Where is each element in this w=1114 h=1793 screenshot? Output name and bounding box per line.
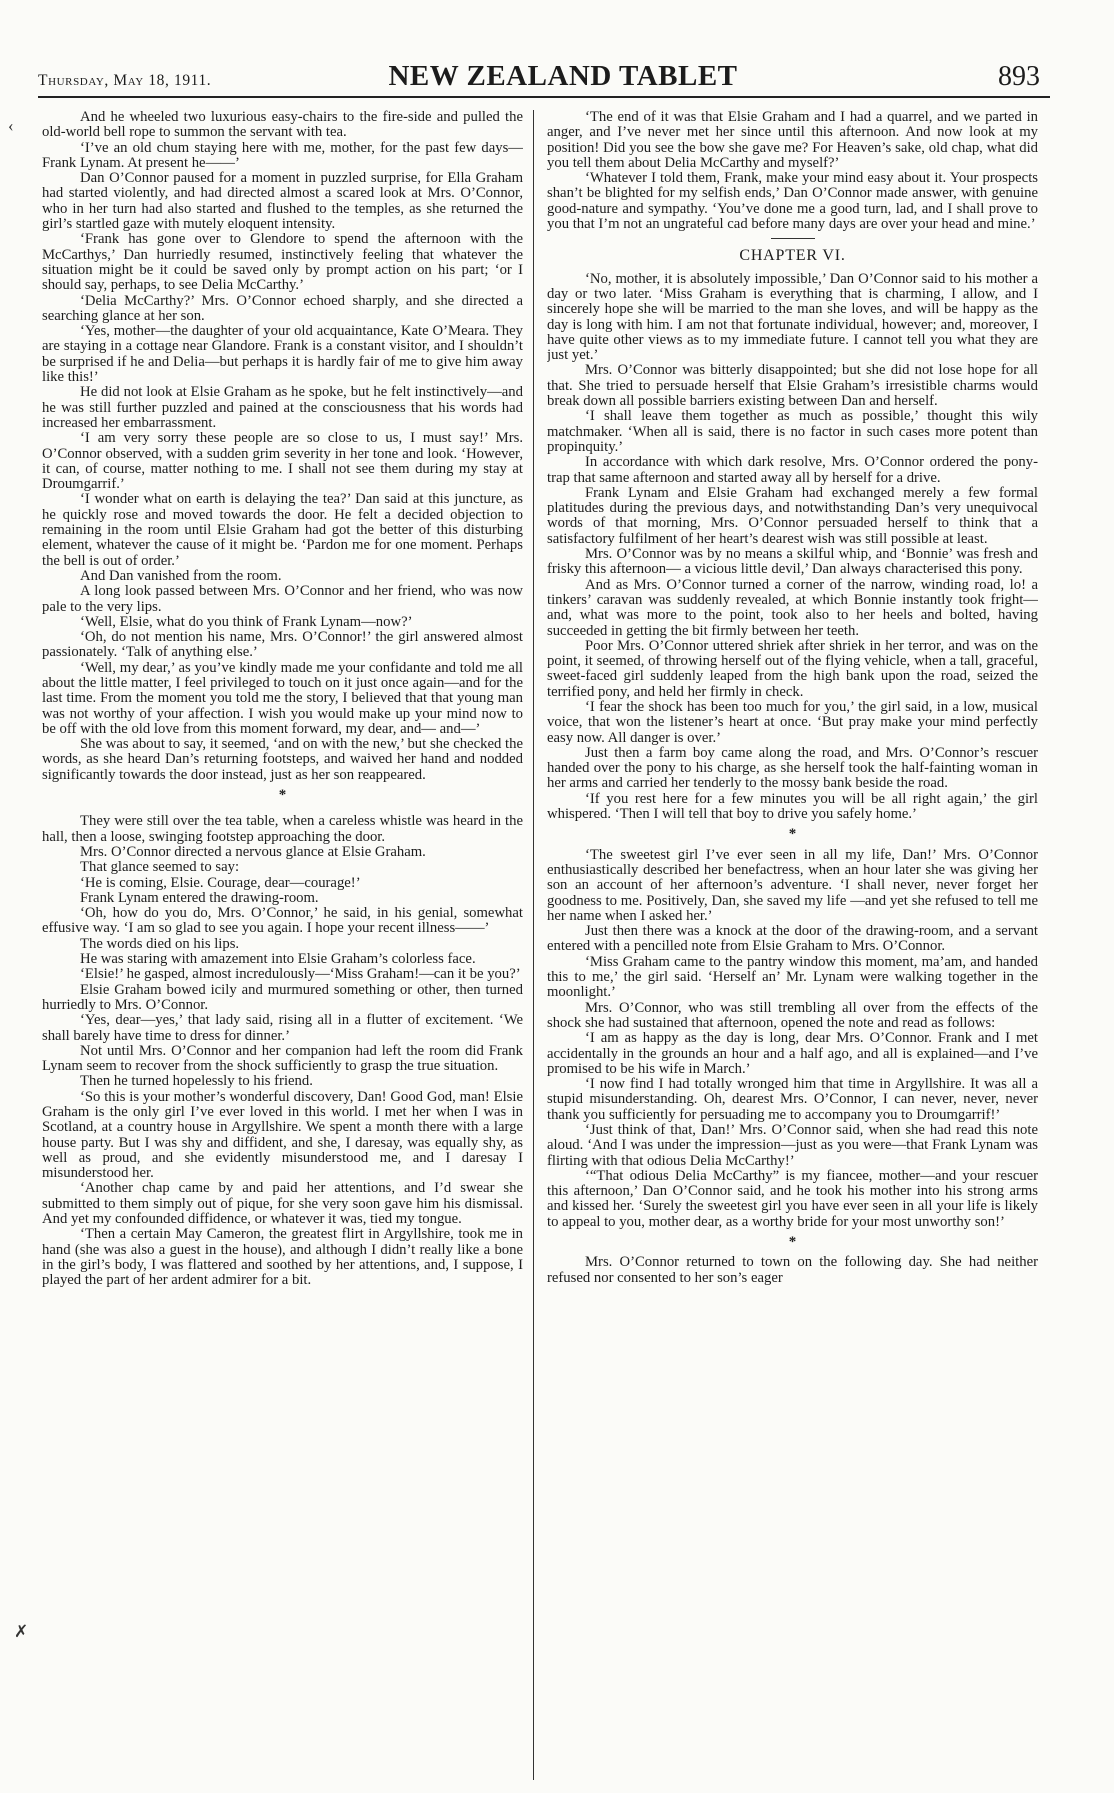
- paragraph: ‘Just think of that, Dan!’ Mrs. O’Connor said, when she had read this note aloud. ‘And I was under the impression—just as you were—that Frank Lynam was flirting with that odious Delia McCarthy!’: [547, 1122, 1038, 1169]
- paragraph: ‘Frank has gone over to Glendore to spend the afternoon with the McCarthys,’ Dan hurriedly resumed, instinctively feeling that whatever the situation might be it could be saved only by prompt action on his part; ‘or I should say, perhaps, to see Delia McCarthy.’: [42, 231, 523, 294]
- paragraph: That glance seemed to say:: [80, 859, 240, 876]
- paragraph: ‘I wonder what on earth is delaying the tea?’ Dan said at this juncture, as he quickly rose and moved towards the door. He felt a decided objection to remaining in the room until Elsie Graham had got the better of this disturbing element, whatever the cause of it might be. ‘Pardon me for one moment. Perhaps the bell is out of order.’: [42, 491, 523, 569]
- left-column: [42, 110, 523, 1770]
- paragraph: Poor Mrs. O’Connor uttered shriek after shriek in her terror, and was on the point, it seemed, of throwing herself out of the flying vehicle, when a tall, graceful, sweet-faced girl suddenly leaped from the high bank upon the road, seized the terrified pony, and held her firmly in check.: [547, 637, 1038, 700]
- paragraph: Dan O’Connor paused for a moment in puzzled surprise, for Ella Graham had started violently, and had directed almost a scared look at Mrs. O’Connor, who in her turn had also started and flushed to the temples, as she returned the girl’s startled gaze with mutely eloquent intensity.: [42, 170, 523, 233]
- paragraph: ‘Yes, dear—yes,’ that lady said, rising all in a flutter of excitement. ‘We shall barely have time to dress for dinner.’: [42, 1012, 523, 1044]
- paragraph: ‘I fear the shock has been too much for you,’ the girl said, in a low, musical voice, that won the listener’s heart at once. ‘But pray make your mind perfectly easy now. All danger is over.’: [547, 698, 1038, 746]
- paragraph: ‘I am very sorry these people are so close to us, I must say!’ Mrs. O’Connor observed, with a sudden grim severity in her tone and look. ‘However, it can, of course, matter nothing to me. I shall not see them during my stay at Droumgarrif.’: [42, 430, 523, 493]
- right-column-part-4: [547, 1255, 1038, 1286]
- paragraph: ‘If you rest here for a few minutes you will be all right again,’ the girl whispered. ‘Then I will tell that boy to drive you safely home.’: [547, 790, 1038, 823]
- column-divider: [533, 110, 534, 1780]
- paragraph: ‘Then a certain May Cameron, the greatest flirt in Argyllshire, took me in hand (she was also a guest in the house), and although I didn’t really like a bone in the girl’s body, I was flattered and soothed by her attentions, and, I suppose, I played the part of her ardent admirer for a bit.: [42, 1226, 523, 1289]
- margin-mark: ‹: [8, 116, 14, 135]
- page-header: [38, 58, 1088, 94]
- margin-mark: ✗: [14, 1622, 29, 1641]
- paragraph: ‘I am as happy as the day is long, dear Mrs. O’Connor. Frank and I met accidentally in the grounds an hour and a half ago, and all is explained—and I’ve promised to be his wife in March.’: [547, 1030, 1038, 1077]
- right-column: [547, 110, 1038, 1780]
- paragraph: ‘Delia McCarthy?’ Mrs. O’Connor echoed sharply, and she directed a searching glance at her son.: [42, 292, 523, 324]
- newspaper-title: NEW ZEALAND TABLET: [388, 60, 738, 92]
- paragraph: Mrs. O’Connor was bitterly disappointed; but she did not lose hope for all that. She tried to persuade herself that Elsie Graham’s irresistible charms would break down all possible barriers existing between Dan and herself.: [547, 362, 1038, 410]
- paragraph: ‘Well, my dear,’ as you’ve kindly made me your confidante and told me all about the little matter, I feel privileged to touch on it just once again—and for the last time. From the moment you told me the story, I believed that that young man was not worthy of your affection. I wish you would make up your mind now to be off with the old love from this moment forward, my dear, and— and—’: [42, 659, 523, 737]
- paragraph: Just then a farm boy came along the road, and Mrs. O’Connor’s rescuer handed over the pony to his charge, as she herself took the half-fainting woman in her arms and carried her tenderly to the mossy bank beside the road.: [547, 744, 1038, 792]
- paragraph: Mrs. O’Connor returned to town on the following day. She had neither refused nor consented to her son’s eager: [547, 1254, 1038, 1286]
- paragraph: Mrs. O’Connor was by no means a skilful whip, and ‘Bonnie’ was fresh and frisky this afternoon— a vicious little devil,’ Dan always characterised this pony.: [547, 546, 1038, 578]
- paragraph: ‘I now find I had totally wronged him that time in Argyllshire. It was all a stupid misunderstanding. Oh, dearest Mrs. O’Connor, I can never, never, never thank you sufficiently for persuading me to accompany you to Droumgarrif!’: [547, 1076, 1038, 1123]
- paragraph: Frank Lynam entered the drawing-room.: [80, 889, 319, 906]
- paragraph: They were still over the tea table, when a careless whistle was heard in the hall, then a loose, swinging footstep approaching the door.: [42, 813, 523, 845]
- paragraph: ‘Another chap came by and paid her attentions, and I’d swear she submitted to them simply out of pique, for she very soon gave him his dismissal. And yet my confounded diffidence, or whatever it was, tied my tongue.: [42, 1180, 523, 1228]
- issue-date: Thursday, May 18, 1911.: [38, 72, 212, 89]
- paragraph: ‘“That odious Delia McCarthy” is my fiancee, mother—and your rescuer this afternoon,’ Dan O’Connor said, and he took his mother into his strong arms and kissed her. ‘Surely the sweetest girl you have ever seen in all your life is likely to appeal to you, mother dear, as a worthy bride for your most unworthy son!’: [547, 1167, 1038, 1230]
- paragraph: Elsie Graham bowed icily and murmured something or other, then turned hurriedly to Mrs. O’Connor.: [42, 981, 523, 1013]
- right-column-part-1: [547, 110, 1038, 232]
- page-number: 893: [998, 61, 1040, 92]
- section-separator: *: [278, 787, 287, 804]
- right-column-part-2: [547, 272, 1038, 823]
- paragraph: Then he turned hopelessly to his friend.: [80, 1073, 313, 1090]
- paragraph: And Dan vanished from the room.: [80, 567, 282, 584]
- paragraph: ‘The sweetest girl I’ve ever seen in all my life, Dan!’ Mrs. O’Connor enthusiastically described her benefactress, when an hour later she was giving her son an account of her afternoon’s adventure. ‘I shall never, never forget her goodness to me. Positively, Dan, she saved my life —and yet she refused to tell me her name when I asked her.’: [547, 846, 1038, 924]
- paragraph: Just then there was a knock at the door of the drawing-room, and a servant entered with a pencilled note from Elsie Graham to Mrs. O’Connor.: [547, 923, 1038, 955]
- paragraph: ‘Miss Graham came to the pantry window this moment, ma’am, and handed this to me,’ the girl said. ‘Herself an’ Mr. Lynam were walking together in the moonlight.’: [547, 953, 1038, 1001]
- paragraph: ‘Yes, mother—the daughter of your old acquaintance, Kate O’Meara. They are staying in a cottage near Glandore. Frank is a constant visitor, and I shouldn’t be surprised if he and Delia—but perhaps it is hardly fair of me to give him away like this!’: [42, 323, 523, 386]
- paragraph: He did not look at Elsie Graham as he spoke, but he felt instinctively—and he was still further puzzled and pained at the consciousness that his words had increased her embarrassment.: [42, 384, 523, 431]
- paragraph: ‘I’ve an old chum staying here with me, mother, for the past few days—Frank Lynam. At present he——’: [42, 139, 523, 171]
- header-rule: [38, 96, 1050, 98]
- paragraph: In accordance with which dark resolve, Mrs. O’Connor ordered the pony-trap that same afternoon and started away all by herself for a drive.: [547, 454, 1038, 486]
- section-separator: *: [788, 1234, 797, 1251]
- paragraph: She was about to say, it seemed, ‘and on with the new,’ but she checked the words, as she heard Dan’s returning footsteps, and waived her hand and nodded significantly towards the door instead, just as her son reappeared.: [42, 736, 523, 783]
- paragraph: The words died on his lips.: [80, 935, 240, 952]
- paragraph: ‘Oh, how do you do, Mrs. O’Connor,’ he said, in his genial, somewhat effusive way. ‘I am so glad to see you again. I hope your recent illness——’: [42, 905, 523, 937]
- paragraph: ‘Whatever I told them, Frank, make your mind easy about it. Your prospects shan’t be blighted for my selfish ends,’ Dan O’Connor made answer, with genuine good-nature and sympathy. ‘You’ve done me a good turn, lad, and I shall prove to you that I’m not an ungrateful cad before many days are over your head and mine.’: [547, 170, 1038, 233]
- short-rule: [771, 238, 815, 239]
- paragraph: Not until Mrs. O’Connor and her companion had left the room did Frank Lynam seem to recover from the shock sufficiently to grasp the true situation.: [42, 1042, 523, 1075]
- paragraph: Mrs. O’Connor, who was still trembling all over from the effects of the shock she had sustained that afternoon, opened the note and read as follows:: [547, 999, 1038, 1031]
- paragraph: ‘The end of it was that Elsie Graham and I had a quarrel, and we parted in anger, and I’ve never met her since until this afternoon. And now look at my position! Did you see the bow she gave me? For Heaven’s sake, old chap, what did you tell them about Delia McCarthy and myself?’: [547, 110, 1038, 171]
- paragraph: ‘I shall leave them together as much as possible,’ thought this wily matchmaker. ‘When all is said, there is no factor in such cases more potent than propinquity.’: [547, 408, 1038, 455]
- right-column-part-3: [547, 848, 1038, 1230]
- paragraph: ‘Elsie!’ he gasped, almost incredulously—‘Miss Graham!—can it be you?’: [80, 966, 521, 983]
- left-column-part-2: [42, 814, 523, 1288]
- section-separator: *: [788, 826, 797, 843]
- chapter-heading: CHAPTER VI.: [739, 247, 846, 265]
- paragraph: And he wheeled two luxurious easy-chairs to the fire-side and pulled the old-world bell rope to summon the servant with tea.: [42, 110, 523, 141]
- paragraph: ‘Oh, do not mention his name, Mrs. O’Connor!’ the girl answered almost passionately. ‘Talk of anything else.’: [42, 629, 523, 661]
- paragraph: ‘So this is your mother’s wonderful discovery, Dan! Good God, man! Elsie Graham is the only girl I’ve ever loved in this world. I met her when I was in Scotland, at a country house in Argyllshire. We spent a month there with a large house party. But I was shy and diffident, and she, I daresay, was equally shy, as well as proud, and she evidently misunderstood me, and I daresay I misunderstood her.: [42, 1088, 523, 1182]
- paragraph: He was staring with amazement into Elsie Graham’s colorless face.: [80, 951, 476, 968]
- left-column-part-1: [42, 110, 523, 783]
- paragraph: A long look passed between Mrs. O’Connor and her friend, who was now pale to the very lips.: [42, 583, 523, 615]
- paragraph: ‘Well, Elsie, what do you think of Frank Lynam—now?’: [80, 613, 413, 630]
- paragraph: ‘He is coming, Elsie. Courage, dear—courage!’: [80, 874, 361, 891]
- paragraph: Frank Lynam and Elsie Graham had exchanged merely a few formal platitudes during the previous days, and notwithstanding Dan’s very unequivocal words of that morning, Mrs. O’Connor persuaded herself to think that a satisfactory fulfilment of her heart’s dearest wish was still possible at least.: [547, 484, 1038, 547]
- paragraph: And as Mrs. O’Connor turned a corner of the narrow, winding road, lo! a tinkers’ caravan was suddenly revealed, at which Bonnie instantly took fright—and, what was more to the point, took also to her heels and bolted, having succeeded in getting the bit firmly between her teeth.: [547, 576, 1038, 639]
- paragraph: Mrs. O’Connor directed a nervous glance at Elsie Graham.: [80, 843, 426, 860]
- paragraph: ‘No, mother, it is absolutely impossible,’ Dan O’Connor said to his mother a day or two later. ‘Miss Graham is everything that is charming, I allow, and I sincerely hope she will be married to the man she loves, and will be happy as the day is long with him. I am not that fortunate individual, however; and, moreover, I have quite other views as to my immediate future. I cannot tell you what they are just yet.’: [547, 270, 1038, 364]
